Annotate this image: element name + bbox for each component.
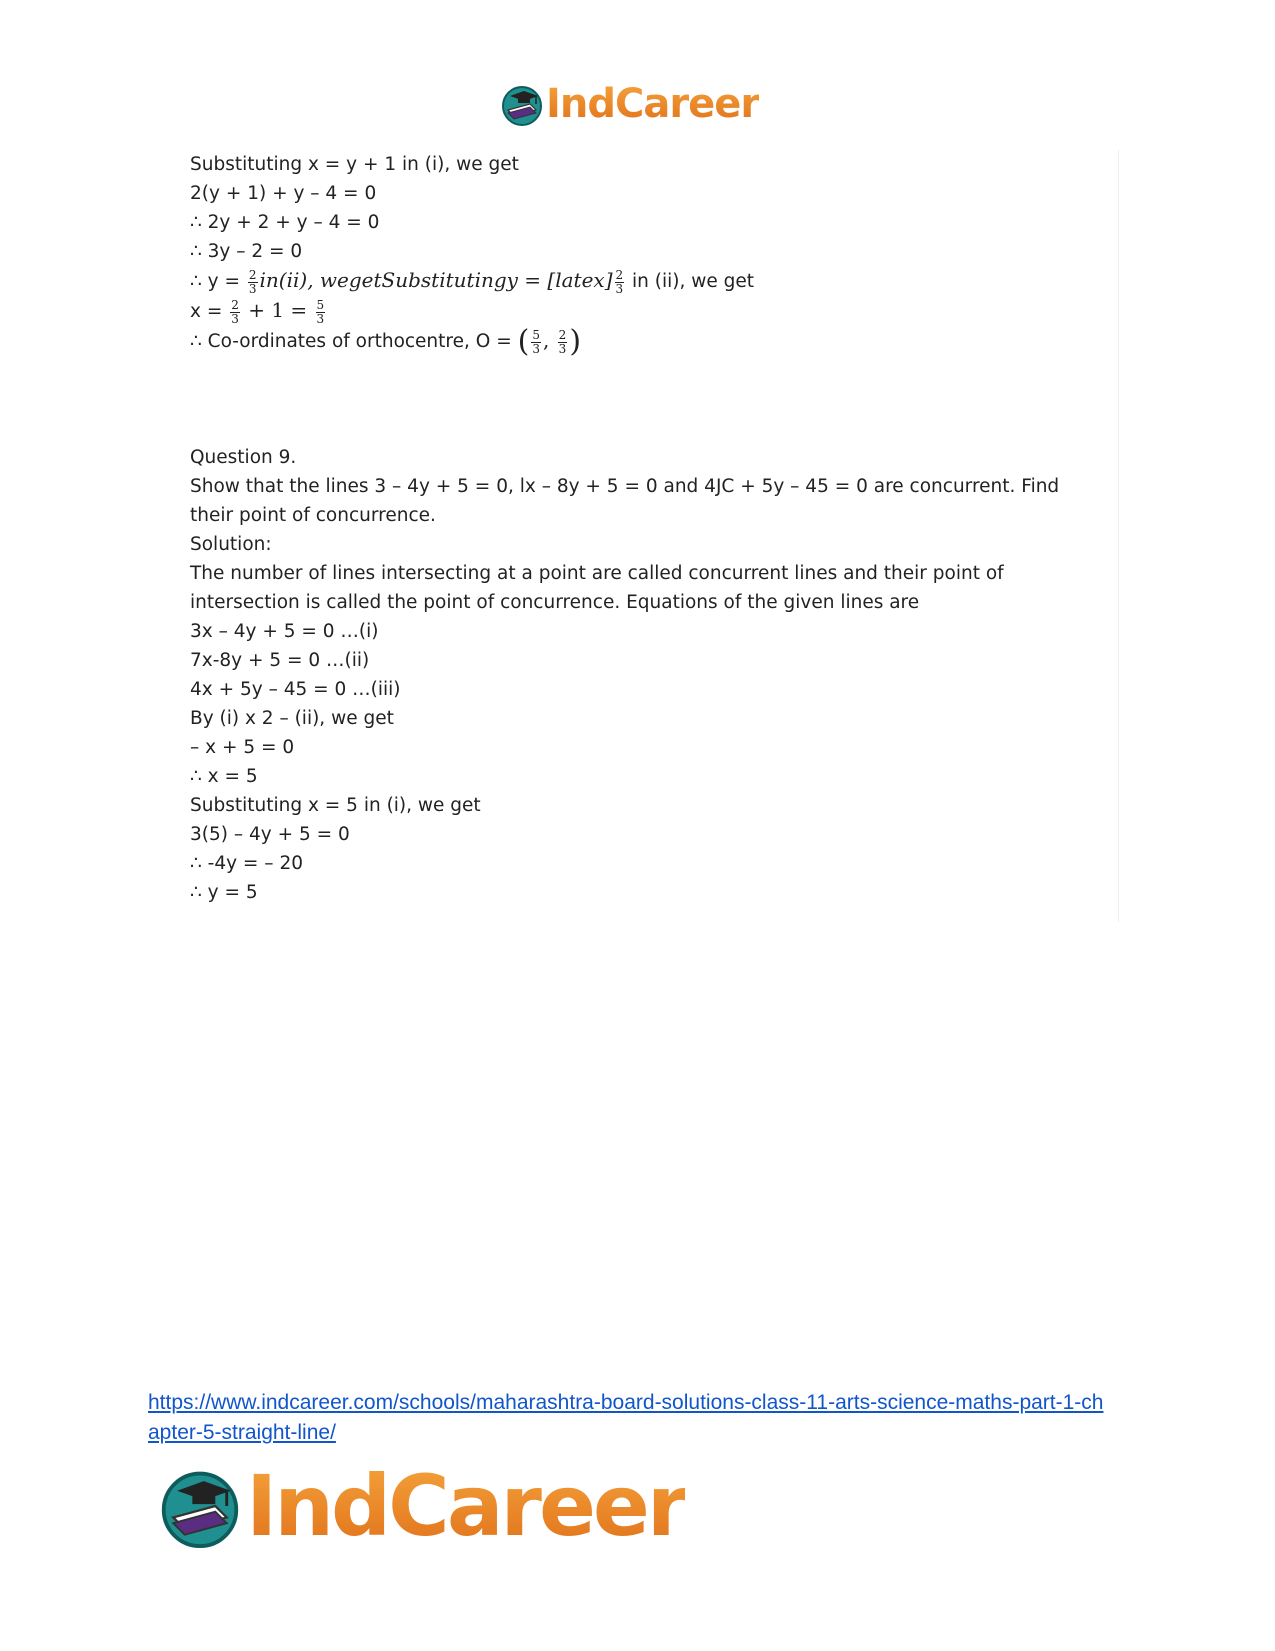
comma: , xyxy=(542,328,556,352)
solution-step: ∴ x = 5 xyxy=(190,766,258,787)
header-logo xyxy=(500,80,759,128)
solution-step: – x + 5 = 0 xyxy=(190,737,295,758)
equation-line xyxy=(190,296,1070,326)
math-text: + 1 = xyxy=(241,298,314,322)
solution-step: ∴ y = 5 xyxy=(190,882,258,903)
fraction: $\frac{2}{3}$ xyxy=(558,327,567,356)
solution-step: 3(5) – 4y + 5 = 0 xyxy=(190,824,350,845)
close-paren: ) xyxy=(569,324,582,359)
question-title: Question 9. xyxy=(190,447,297,468)
fraction: $\frac{5}{3}$ xyxy=(316,297,325,326)
solution-step: Substituting x = 5 in (i), we get xyxy=(190,795,481,816)
solution-step: 7x-8y + 5 = 0 …(ii) xyxy=(190,650,370,671)
math-text: in(ii), wegetSubstitutingy = [latex] xyxy=(259,268,613,292)
equation-line xyxy=(190,266,1070,296)
solution-intro: The number of lines intersecting at a point are called concurrent lines and their point of intersection is called the point of concurrence. Equations of the given lines are xyxy=(190,563,1004,613)
solution-step: ∴ -4y = – 20 xyxy=(190,853,303,874)
graduation-cap-book-icon xyxy=(500,82,544,126)
equation-prefix: ∴ Co-ordinates of orthocentre, O = xyxy=(190,331,518,352)
fraction: $\frac{2}{3}$ xyxy=(248,267,257,296)
source-url-link[interactable]: https://www.indcareer.com/schools/maharashtra-board-solutions-class-11-arts-science-maths-part-1-chapter-5-straight-line/ xyxy=(148,1391,1104,1444)
fraction: $\frac{5}{3}$ xyxy=(532,327,540,356)
logo-wordmark: IndCareer xyxy=(546,81,760,127)
logo-wordmark: IndCareer xyxy=(246,1457,686,1555)
text-line: Substituting x = y + 1 in (i), we get xyxy=(190,154,519,175)
text-line: 2(y + 1) + y – 4 = 0 xyxy=(190,183,377,204)
graduation-cap-book-icon xyxy=(158,1464,242,1548)
open-paren: ( xyxy=(517,324,530,359)
document-body xyxy=(190,150,1070,907)
equation-prefix: x = xyxy=(190,301,229,322)
solution-step: 4x + 5y – 45 = 0 …(iii) xyxy=(190,679,401,700)
fraction: $\frac{2}{3}$ xyxy=(231,297,239,326)
fraction: $\frac{2}{3}$ xyxy=(615,267,624,296)
question-statement: Show that the lines 3 – 4y + 5 = 0, lx – 8y + 5 = 0 and 4JC + 5y – 45 = 0 are concurrent. Find their point of concurrence. xyxy=(190,476,1060,526)
text-line: ∴ 3y – 2 = 0 xyxy=(190,241,303,262)
solution-label: Solution: xyxy=(190,534,272,555)
solution-step: 3x – 4y + 5 = 0 …(i) xyxy=(190,621,379,642)
equation-suffix: in (ii), we get xyxy=(626,271,755,292)
page-rule xyxy=(1118,150,1119,922)
equation-line xyxy=(190,324,1070,359)
footer-logo xyxy=(158,1457,686,1555)
text-line: ∴ 2y + 2 + y – 4 = 0 xyxy=(190,212,380,233)
equation-prefix: ∴ y = xyxy=(190,271,246,292)
solution-step: By (i) x 2 – (ii), we get xyxy=(190,708,394,729)
section-gap xyxy=(190,356,1070,443)
